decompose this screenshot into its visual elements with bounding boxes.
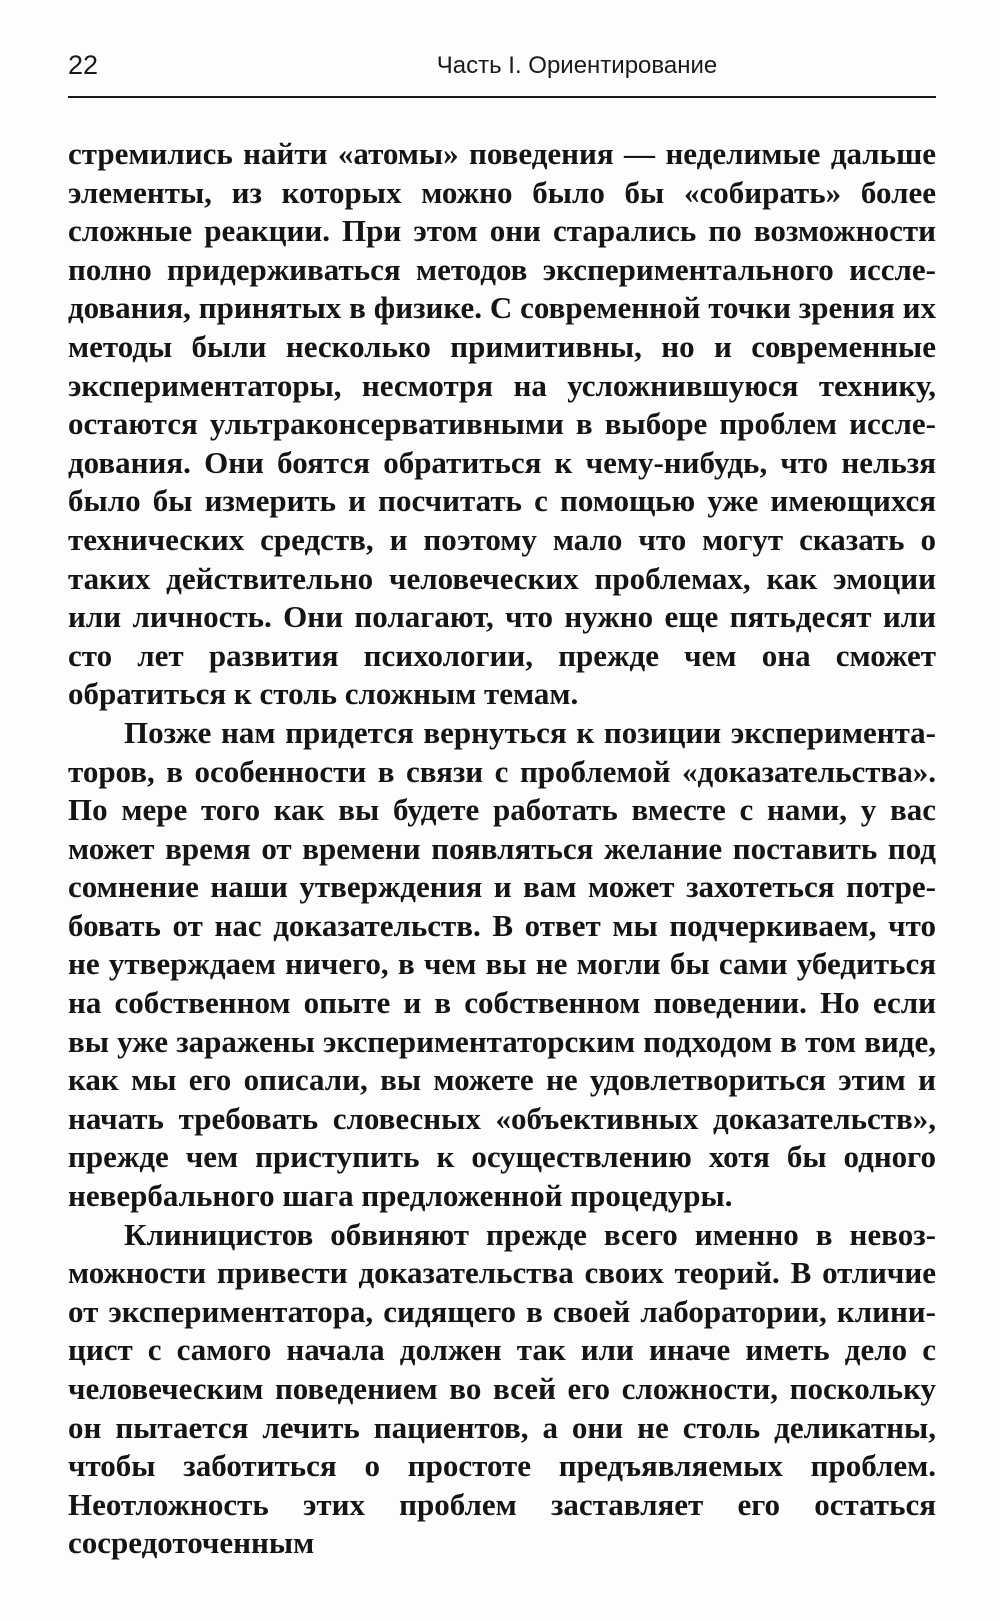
paragraph-2: Позже нам придется вернуться к позиции экспериментаторов, в особенности в связи с проблемой «доказательства». По мере того как вы будете работать вместе с нами, у вас может время от времени появляться желание поставить под сомнение наши утверждения и вам может захотеться потребовать от нас доказательств. В ответ мы подчеркиваем, что не утверждаем ничего, в чем вы не могли бы сами убедиться на собственном опыте и в собственном поведении. Но если вы уже заражены экспериментаторским подходом в том виде, как мы его описали, вы можете не удовлетвориться этим и начать требовать словесных «объективных доказательств», прежде чем приступить к осуществлению хотя бы одного невербального шага предложенной процедуры. — [68, 714, 936, 1214]
running-head: Часть I. Ориентирование — [436, 52, 718, 79]
body-text — [68, 135, 936, 1563]
page-number: 22 — [68, 50, 99, 80]
page-header — [68, 50, 936, 98]
paragraph-3: Клиницистов обвиняют прежде всего именно в невозможности привести доказательства своих теорий. В отличие от экспериментатора, сидящего в своей лаборатории, клиницист с самого начала должен так или иначе иметь дело с человеческим поведением во всей его сложности, поскольку он пытается лечить пациентов, а они не столь деликатны, чтобы заботиться о простоте предъявляемых проблем. Неотложность этих проблем заставляет его остаться сосредоточенным — [68, 1216, 936, 1561]
paragraph-1: стремились найти «атомы» поведения — неделимые дальше элементы, из которых можно было бы «собирать» более сложные реакции. При этом они старались по возможности полно придерживаться методов экспериментального исследования, принятых в физике. С современной точки зрения их методы были несколько примитивны, но и современные экспериментаторы, несмотря на усложнившуюся технику, остаются ультраконсервативными в выборе проблем исследования. Они боятся обратиться к чему-нибудь, что нельзя было бы измерить и посчитать с помощью уже имеющихся технических средств, и поэтому мало что могут сказать о таких действительно человеческих проблемах, как эмоции или личность. Они полагают, что нужно еще пятьдесят или сто лет развития психологии, прежде чем она сможет обратиться к столь сложным темам. — [68, 136, 936, 712]
